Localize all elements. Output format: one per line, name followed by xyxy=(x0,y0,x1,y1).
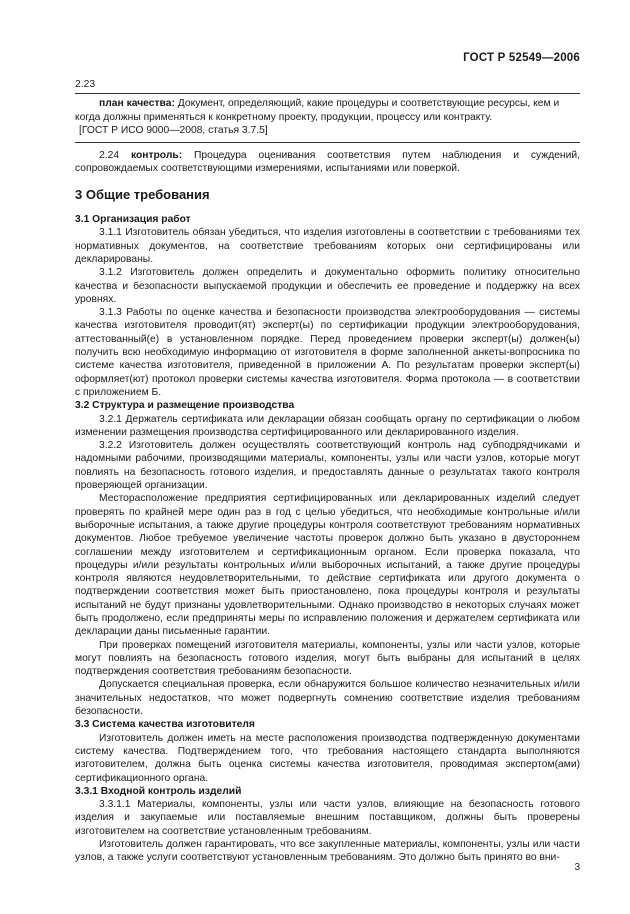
page-number: 3 xyxy=(574,862,580,873)
definition-text: Документ, определяющий, какие процедуры и соответствующие ресурсы, кем и когда должны применяться к конкретному проекту, продукции, процессу или контракту. xyxy=(75,98,560,123)
paragraph-quality-system: Изготовитель должен иметь на месте расположения производства подтвержденную документами систему качества. Подтверждением того, что требования настоящего стандарта выполняются изготовителем, должна быть оценка системы качества изготовителя, проводимая экспертом(ами) сертификационного органа. xyxy=(75,732,580,784)
definition-text-2-24: Процедура оценивания соответствия путем наблюдения и суждений, сопровождаемых соответствующими измерениями, испытаниями или поверкой. xyxy=(75,150,580,175)
paragraph-3-2-2: 3.2.2 Изготовитель должен осуществлять соответствующий контроль над субподрядчиками и надомными рабочими, производящими материалы, компоненты, узлы или части узлов, которые могут повлиять на безопасность готового изделия, и предоставлять данные о результатах такого контроля проверяющей организации. xyxy=(75,440,580,492)
definition-box-2-23 xyxy=(75,93,580,143)
definition-2-24 xyxy=(75,149,580,176)
paragraph-location-check: Месторасположение предприятия сертифицированных или декларированных изделий следует проверять по крайней мере один раз в год с целью убедиться, что необходимые контрольные и/или выборочные испытания, а также другие процедуры контроля соответствуют требованиям нормативных документов. Любое требуемое увеличение частоты проверок должно быть указано в двустороннем соглашении между изготовителем и сертификационным органом. Если проверка показала, что процедуры и/или результаты контрольных и/или выборочных испытаний, а также другие процедуры контроля являются неудовлетворительными, то действие сертификата или другого документа о подтверждении соответствия может быть приостановлено, пока процедуры контроля и результаты испытаний не будут признаны удовлетворительными. Однако производство в некоторых случаях может быть продолжено, если предприняты меры по исправлению положения и держателем сертификата или декларации даны письменные гарантии. xyxy=(75,493,580,638)
paragraph-guarantee: Изготовитель должен гарантировать, что все закупленные материалы, компоненты, узлы или части узлов, а также услуги соответствуют установленным требованиям. Это должно быть принято во вни- xyxy=(75,839,580,864)
paragraph-3-2-1: 3.2.1 Держатель сертификата или декларации обязан сообщать органу по сертификации о любом изменении размещения производства сертифицированного или декларированного изделия. xyxy=(75,413,580,438)
paragraph-inspection: При проверках помещений изготовителя материалы, компоненты, узлы или части узлов, которые могут повлиять на безопасность готового изделия, могут быть выбраны для испытаний в целях подтверждения соответствия требованиям безопасности. xyxy=(75,639,580,678)
paragraph-3-1-1: 3.1.1 Изготовитель обязан убедиться, что изделия изготовлены в соответствии с требованиями тех нормативных документов, на соответствие требованиям которых они сертифицированы или декларированы. xyxy=(75,227,580,265)
definition-2-23 xyxy=(75,97,580,124)
standard-number: ГОСТ Р 52549—2006 xyxy=(463,52,580,64)
paragraph-3-3-1-1: 3.3.1.1 Материалы, компоненты, узлы или части узлов, влияющие на безопасность готового изделия и закупаемые или поставляемые внешним поставщиком, должны быть проверены изготовителем на соответствие установленным требованиям. xyxy=(75,799,580,837)
page-body xyxy=(75,78,580,865)
paragraph-3-1-3: 3.1.3 Работы по оценке качества и безопасности производства электрооборудования — системы качества изготовителя проводит(ят) эксперт(ы) по сертификации продукции электрооборудования, аттестованный(е) в установленном порядке. Перед проведением проверки эксперт(ы) должен(ы) получить всю необходимую информацию от изготовителя в форме заполненной анкеты-вопросника по системе качества изготовителя, приведенной в приложении А. По результатам проверки эксперт(ы) оформляет(ют) протокол проверки системы качества изготовителя. Форма протокола — в соответствии с приложением Б. xyxy=(75,307,580,398)
subsection-heading-3-3-1: 3.3.1 Входной контроль изделий xyxy=(75,785,242,797)
paragraph-special-check: Допускается специальная проверка, если обнаружится большое количество незначительных и/или значительных недостатков, что может подвергнуть сомнению соответствие изделия требованиям безопасности. xyxy=(75,679,580,718)
subsection-heading-3-1: 3.1 Организация работ xyxy=(75,214,191,226)
reference-citation: [ГОСТ Р ИСО 9000—2008, статья 3.7.5] xyxy=(79,124,268,136)
term-control: контроль: xyxy=(130,150,183,162)
definition-number-2-23: 2.23 xyxy=(75,79,96,90)
term-quality-plan: план качества: xyxy=(99,98,175,110)
subsection-heading-3-2: 3.2 Структура и размещение производства xyxy=(75,400,295,412)
section-heading-3: 3 Общие требования xyxy=(75,186,210,202)
subsection-heading-3-3: 3.3 Система качества изготовителя xyxy=(75,719,255,731)
paragraph-3-1-2: 3.1.2 Изготовитель должен определить и документально оформить политику относительно качества и безопасности выпускаемой продукции и обеспечить ее проведение и поддержку на всех уровнях. xyxy=(75,267,580,305)
definition-number-2-24: 2.24 xyxy=(99,150,120,162)
